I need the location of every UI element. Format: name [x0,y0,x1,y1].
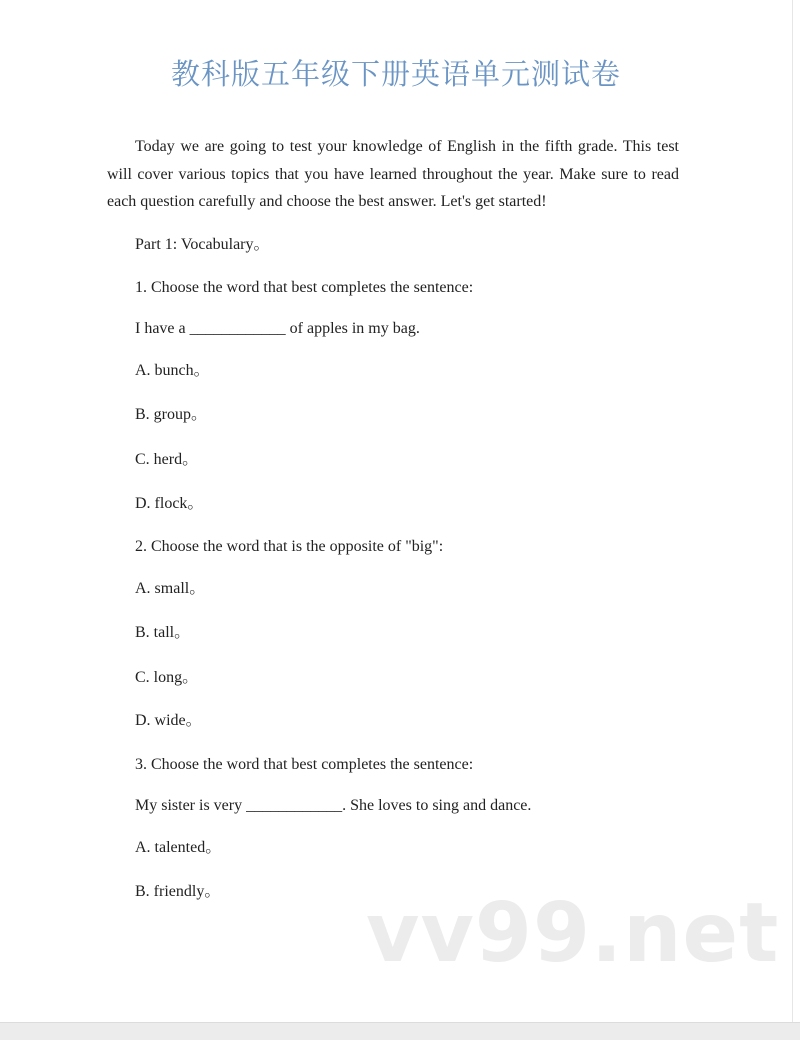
question-1-option-c: C. herd。 [135,451,199,468]
question-1-option-b: B. group。 [135,406,208,423]
question-2-option-b: B. tall。 [135,624,191,641]
question-2-prompt: 2. Choose the word that is the opposite of "big": [135,538,444,555]
question-1-sentence: I have a ____________ of apples in my bag. [135,320,420,337]
question-1-prompt: 1. Choose the word that best completes the sentence: [135,279,474,296]
question-3-sentence: My sister is very ____________. She loves to sing and dance. [135,797,532,814]
question-2-option-d: D. wide。 [135,712,202,729]
question-2-option-a: A. small。 [135,580,206,597]
question-3-option-a: A. talented。 [135,839,222,856]
question-3-option-b: B. friendly。 [135,883,221,900]
document-title: 教科版五年级下册英语单元测试卷 [170,57,621,91]
question-2-option-c: C. long。 [135,669,199,686]
intro-paragraph: Today we are going to test your knowledge of English in the fifth grade. This test will cover various topics that you have learned throughout the year. Make sure to read each question carefully and choose the best answer. Let's get started! [107,138,679,210]
page-bottom-edge [0,1022,800,1040]
watermark: vv99.net [366,886,780,981]
question-3-prompt: 3. Choose the word that best completes the sentence: [135,756,474,773]
question-1-option-a: A. bunch。 [135,362,210,379]
question-1-option-d: D. flock。 [135,495,204,512]
part1-heading: Part 1: Vocabulary。 [135,236,270,253]
